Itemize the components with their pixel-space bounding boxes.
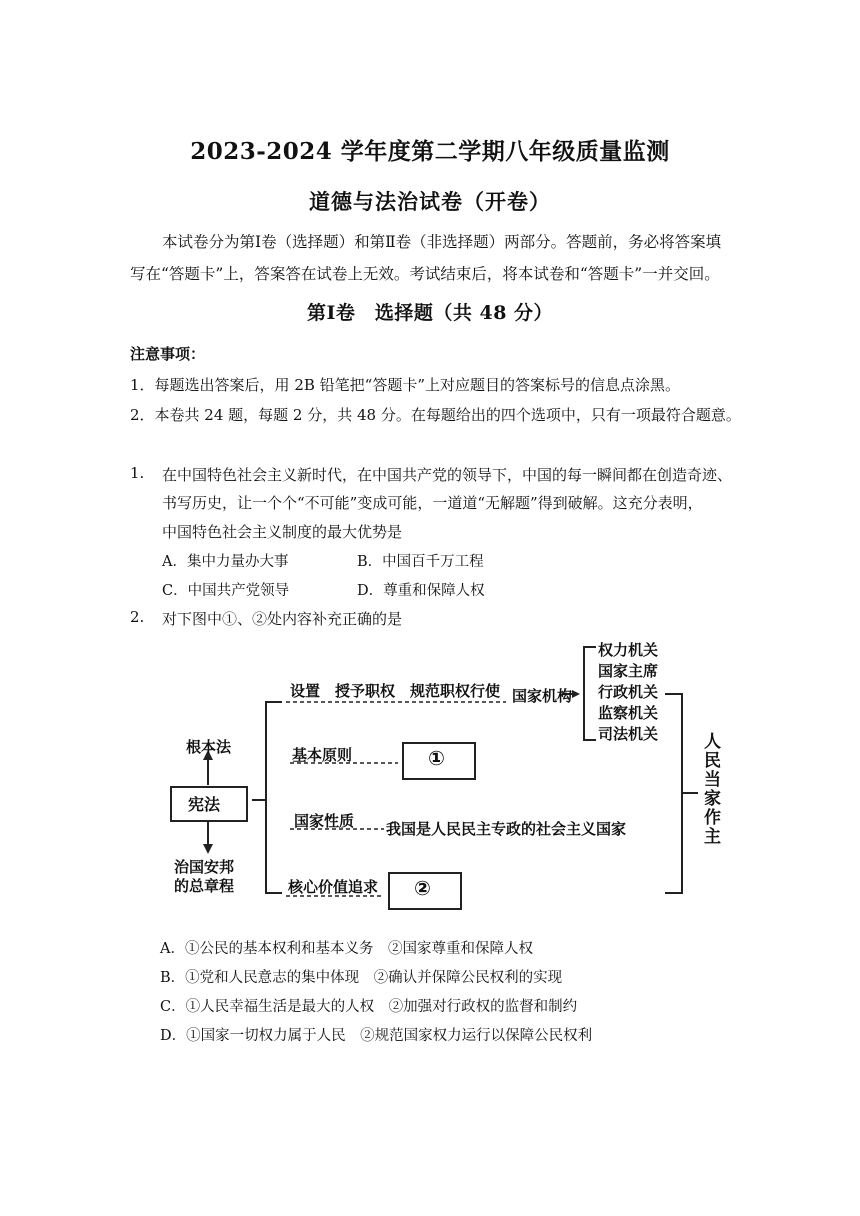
question-1-line-2: 书写历史，让一个个“不可能”变成可能，一道道“无解题”得到破解。这充分表明， <box>162 494 703 512</box>
note-item-1: 1．每题选出答案后，用 2B 铅笔把“答题卡”上对应题目的答案标号的信息点涂黑。 <box>130 376 680 394</box>
diagram-branch3-label: 国家性质 <box>294 812 355 830</box>
question-1-line-1: 在中国特色社会主义新时代，在中国共产党的领导下，中国的每一瞬间都在创造奇迹、 <box>162 466 733 484</box>
question-2-number: 2. <box>130 608 145 626</box>
organ-bracket <box>584 647 596 740</box>
question-1-number: 1. <box>130 464 145 482</box>
diagram-top-label: 根本法 <box>186 738 232 756</box>
organ-item: 国家主席 <box>598 662 659 680</box>
exam-subtitle: 道德与法治试卷（开卷） <box>309 189 551 214</box>
question-2-stem: 对下图中①、②处内容补充正确的是 <box>162 610 403 628</box>
question-1-option-b: B．中国百千万工程 <box>357 554 484 570</box>
diagram-branch3-target: 我国是人民民主专政的社会主义国家 <box>386 820 627 838</box>
section-title: 第Ⅰ卷 选择题（共 48 分） <box>306 302 554 324</box>
question-1-option-c: C．中国共产党领导 <box>162 583 290 599</box>
question-2-option-c: C．①人民幸福生活是最大的人权 ②加强对行政权的监督和制约 <box>160 999 578 1015</box>
diagram-center-label: 宪法 <box>188 795 221 814</box>
arrow-down-head <box>203 844 213 854</box>
diagram-bottom-label: 治国安邦 的总章程 <box>174 858 235 895</box>
diagram-branch4-label: 核心价值追求 <box>288 878 379 896</box>
diagram-box1-label: ① <box>428 746 445 770</box>
question-1-line-3: 中国特色社会主义制度的最大优势是 <box>162 523 403 541</box>
question-1-option-a: A．集中力量办大事 <box>162 554 289 570</box>
question-2-option-b: B．①党和人民意志的集中体现 ②确认并保障公民权利的实现 <box>160 970 563 986</box>
organ-arrow-head <box>572 690 580 698</box>
diagram-branch2-label: 基本原则 <box>292 746 353 764</box>
organ-item: 权力机关 <box>598 641 659 659</box>
note-item-2: 2．本卷共 24 题，每题 2 分，共 48 分。在每题给出的四个选项中，只有一项最符合题意。 <box>130 406 741 424</box>
intro-line-2: 写在“答题卡”上，答案答在试卷上无效。考试结束后，将本试卷和“答题卡”一并交回。 <box>130 265 720 283</box>
diagram-branch1-target: 国家机构 <box>512 687 573 705</box>
organ-item: 行政机关 <box>598 683 659 701</box>
question-2-option-a: A．①公民的基本权利和基本义务 ②国家尊重和保障人权 <box>160 941 533 957</box>
diagram-right-label: 人民当家作主 <box>700 732 720 846</box>
question-1-option-d: D．尊重和保障人权 <box>357 583 485 599</box>
notes-heading: 注意事项： <box>130 345 206 363</box>
left-bracket <box>252 702 282 893</box>
intro-line-1: 本试卷分为第Ⅰ卷（选择题）和第Ⅱ卷（非选择题）两部分。答题前，务必将答案填 <box>162 233 722 251</box>
diagram-organ-list <box>598 640 658 745</box>
diagram-branch1-label: 设置 授予职权 规范职权行使 <box>290 682 501 700</box>
right-bracket <box>665 694 698 893</box>
question-2-option-d: D．①国家一切权力属于人民 ②规范国家权力运行以保障公民权利 <box>160 1028 593 1044</box>
organ-item: 监察机关 <box>598 704 659 722</box>
diagram-box2-label: ② <box>414 876 431 900</box>
organ-item: 司法机关 <box>598 725 659 743</box>
exam-title: 2023-2024 学年度第二学期八年级质量监测 <box>190 138 670 165</box>
